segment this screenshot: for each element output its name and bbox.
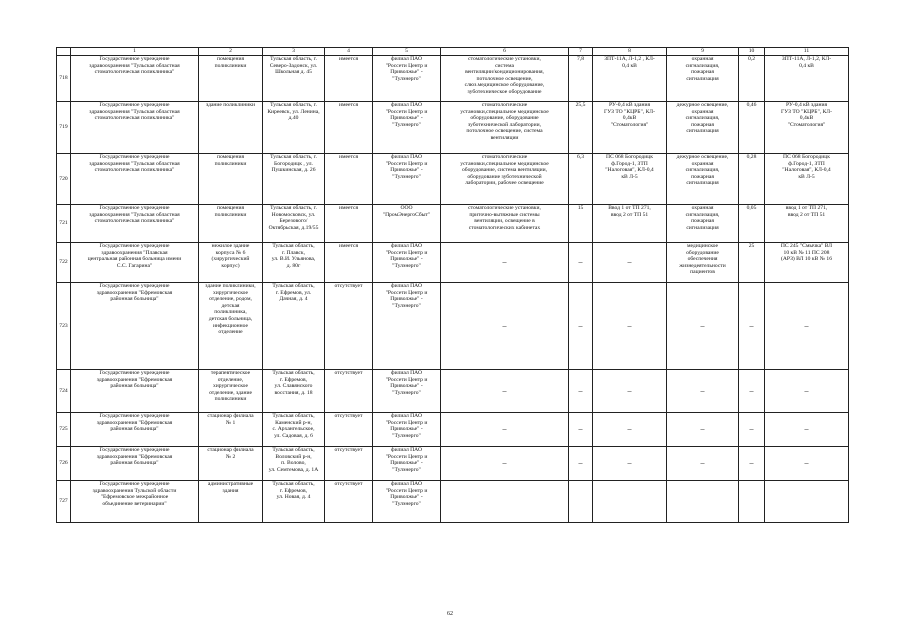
table-cell-col-8: ПС 068 Богородицк ф.Город-1, ЗТП "Налоговая", КЛ-0,4 кВ Л-5 [593, 154, 667, 205]
table-cell-col-2: стационар филиала № 1 [199, 413, 263, 447]
table-cell-col-10: – [739, 447, 765, 481]
table-cell-col-5: филиал ПАО "Россети Центр и Приволжье" - "Тулэнерго" [373, 102, 441, 154]
table-cell-col-6: стоматологические установки, система вентиляции/кондиционирования, потолочное освещение, слюз.медицинское оборудование, зуботехническое оборудование [441, 56, 569, 102]
table-row [57, 447, 849, 481]
table-cell-col-3: Тульская область, г. Ефремов, ул. Славянского восстания, д. 18 [263, 370, 325, 413]
table-cell-col-7: 7,8 [569, 56, 593, 102]
facilities-table [56, 47, 849, 523]
table-row [57, 102, 849, 154]
row-number: 724 [57, 370, 71, 413]
row-number: 722 [57, 243, 71, 283]
header-cell: 6 [441, 48, 569, 56]
header-cell: 11 [765, 48, 849, 56]
table-cell-col-8: – [593, 370, 667, 413]
table-body [57, 48, 849, 523]
table-cell-col-4: отсутствует [325, 481, 373, 523]
table-cell-col-11: ПС 068 Богородицк ф.Город-1, ЗТП "Налоговая", КЛ-0,4 кВ Л-5 [765, 154, 849, 205]
table-cell-col-1: Государственное учреждение здравоохранения "Тульская областная стоматологическая поликлиника" [71, 205, 199, 243]
table-cell-col-5: филиал ПАО "Россети Центр и Приволжье" - "Тулэнерго" [373, 243, 441, 283]
table-cell-col-6: стоматологические установки,специальное медицинское оборудование, оборудование зуботехнической лаборатории, потолочное освещение, система вентиляции [441, 102, 569, 154]
table-cell-col-6: – [441, 243, 569, 283]
table-cell-col-5: ООО "ПромЭнергоСбыт" [373, 205, 441, 243]
table-cell-col-7: – [569, 243, 593, 283]
table-cell-col-11: ввод 1 от ТП 271, ввод 2 от ТП 51 [765, 205, 849, 243]
table-cell-col-9 [667, 481, 739, 523]
page-number: 62 [447, 611, 453, 617]
table-row [57, 56, 849, 102]
table-cell-col-11 [765, 481, 849, 523]
table-cell-col-1: Государственное учреждение здравоохранения "Ефремовская районная больница" [71, 283, 199, 370]
table-cell-col-4: отсутствует [325, 283, 373, 370]
column-number-row [57, 48, 849, 56]
table-cell-col-3: Тульская область, Каменский р-н, с. Архангельское, ул. Садовая, д. 6 [263, 413, 325, 447]
table-cell-col-7: 15 [569, 205, 593, 243]
row-number: 727 [57, 481, 71, 523]
table-cell-col-7: 25,5 [569, 102, 593, 154]
header-cell: 2 [199, 48, 263, 56]
table-cell-col-10 [739, 481, 765, 523]
table-cell-col-2: терапевтическое отделение, хирургическое отделение, здание поликлиники [199, 370, 263, 413]
table-cell-col-3: Тульская область, Воловский р-н, п. Волово, ул. Семтемова, д. 1А [263, 447, 325, 481]
table-cell-col-4: имеется [325, 243, 373, 283]
table-row [57, 283, 849, 370]
table-cell-col-2: административные здания [199, 481, 263, 523]
table-cell-col-6: – [441, 413, 569, 447]
table-cell-col-10: – [739, 283, 765, 370]
table-cell-col-4: имеется [325, 56, 373, 102]
table-row [57, 370, 849, 413]
table-cell-col-2: здание поликлиники, хирургическое отделение, родом, детская поликлиника, детская больница, инфекционное отделение [199, 283, 263, 370]
table-row [57, 481, 849, 523]
table-cell-col-6 [441, 481, 569, 523]
table-cell-col-5: филиал ПАО "Россети Центр и Приволжье" - "Тулэнерго" [373, 447, 441, 481]
table-cell-col-9: охранная сигнализация, пожарная сигнализация [667, 56, 739, 102]
table-cell-col-9: дежурное освещение, охранная сигнализация, пожарная сигнализация [667, 154, 739, 205]
table-cell-col-3: Тульская область, г. Ефремов, ул. Новая, д. 4 [263, 481, 325, 523]
table-cell-col-3: Тульская область, г. Новомосковск, ул. Березового/ Октябрьская, д.19/55 [263, 205, 325, 243]
table-cell-col-10: 0,2 [739, 56, 765, 102]
table-cell-col-10: 25 [739, 243, 765, 283]
table-cell-col-2: помещения поликлиники [199, 56, 263, 102]
header-cell-blank [57, 48, 71, 56]
table-cell-col-2: здание поликлиники [199, 102, 263, 154]
table-cell-col-5: филиал ПАО "Россети Центр и Приволжье" - "Тулэнерго" [373, 413, 441, 447]
table-cell-col-11: – [765, 370, 849, 413]
table-cell-col-8: – [593, 447, 667, 481]
table-cell-col-10: – [739, 370, 765, 413]
table-cell-col-1: Государственное учреждение здравоохранения "Ефремовская районная больница" [71, 413, 199, 447]
table-cell-col-9: охранная сигнализация, пожарная сигнализация [667, 205, 739, 243]
header-cell: 9 [667, 48, 739, 56]
table-cell-col-1: Государственное учреждение здравоохранения "Плавская центральная районная больница имени С.С. Гагарина" [71, 243, 199, 283]
table-cell-col-3: Тульская область, г. Северо-Задонск, ул. Школьная д. 45 [263, 56, 325, 102]
row-number: 718 [57, 56, 71, 102]
table-row [57, 154, 849, 205]
table-cell-col-9: – [667, 413, 739, 447]
table-cell-col-2: стационар филиала № 2 [199, 447, 263, 481]
table-cell-col-6: – [441, 370, 569, 413]
table-cell-col-8: Ввод 1 от ТП 271, ввод 2 от ТП 51 [593, 205, 667, 243]
row-number: 720 [57, 154, 71, 205]
table-cell-col-5: филиал ПАО "Россети Центр и Приволжье" - "Тулэнерго" [373, 370, 441, 413]
header-cell: 5 [373, 48, 441, 56]
table-cell-col-1: Государственное учреждение здравоохранения Тульской области "Ефремовское межрайонное объединение ветеринарии" [71, 481, 199, 523]
table-cell-col-3: Тульская область, г. Киреевск, ул. Ленина, д.40 [263, 102, 325, 154]
row-number: 719 [57, 102, 71, 154]
row-number: 725 [57, 413, 71, 447]
table-cell-col-4: имеется [325, 102, 373, 154]
table-cell-col-11: – [765, 283, 849, 370]
table-cell-col-6: – [441, 447, 569, 481]
table-cell-col-3: Тульская область, г. Богородицк , ул. Пушкинская, д. 26 [263, 154, 325, 205]
table-cell-col-4: отсутствует [325, 370, 373, 413]
header-cell: 1 [71, 48, 199, 56]
table-cell-col-9: – [667, 283, 739, 370]
table-cell-col-5: филиал ПАО "Россети Центр и Приволжье" - "Тулэнерго" [373, 283, 441, 370]
table-cell-col-1: Государственное учреждение здравоохранения "Ефремовская районная больница" [71, 370, 199, 413]
table-cell-col-10: 0,46 [739, 102, 765, 154]
header-cell: 7 [569, 48, 593, 56]
table-cell-col-2: нежилое здание корпуса № 6 (хирургический корпус) [199, 243, 263, 283]
table-row [57, 243, 849, 283]
table-cell-col-10: – [739, 413, 765, 447]
table-cell-col-9: медицинское оборудование обеспечения жизнедеятельности пациентов [667, 243, 739, 283]
table-cell-col-11: ЗПТ-11А, Л-1,2, КЛ- 0,4 кВ [765, 56, 849, 102]
table-cell-col-4: отсутствует [325, 447, 373, 481]
header-cell: 10 [739, 48, 765, 56]
table-cell-col-7: – [569, 370, 593, 413]
header-cell: 8 [593, 48, 667, 56]
table-cell-col-8 [593, 481, 667, 523]
table-cell-col-6: стоматологические установки,специальное медицинское оборудование, система вентиляции, оборудование зуботехнической лаборатории, рабочее освещение [441, 154, 569, 205]
table-cell-col-2: помещения поликлиники [199, 154, 263, 205]
table-cell-col-11: – [765, 447, 849, 481]
table-cell-col-11: – [765, 413, 849, 447]
table-cell-col-1: Государственное учреждение здравоохранения "Тульская областная стоматологическая поликлиника" [71, 154, 199, 205]
table-row [57, 205, 849, 243]
table-cell-col-11: РУ-0,4 кВ здания ГУЗ ТО "КЦРБ", КЛ- 0,4кВ "Стоматология" [765, 102, 849, 154]
row-number: 723 [57, 283, 71, 370]
row-number: 721 [57, 205, 71, 243]
table-cell-col-7: – [569, 447, 593, 481]
table-cell-col-9: – [667, 370, 739, 413]
header-cell: 4 [325, 48, 373, 56]
table-cell-col-2: помещения поликлиники [199, 205, 263, 243]
table-cell-col-9: дежурное освещение, охранная сигнализация, пожарная сигнализация [667, 102, 739, 154]
table-cell-col-8: РУ-0,4 кВ здания ГУЗ ТО "КЦРБ", КЛ- 0,4кВ "Стоматология" [593, 102, 667, 154]
table-cell-col-3: Тульская область, г. Плавск, ул. В.И. Ульянова, д. 80г [263, 243, 325, 283]
table-cell-col-6: – [441, 283, 569, 370]
table-cell-col-8: – [593, 413, 667, 447]
row-number: 726 [57, 447, 71, 481]
table-cell-col-8: – [593, 243, 667, 283]
table-cell-col-8: – [593, 283, 667, 370]
table-cell-col-5: филиал ПАО "Россети Центр и Приволжье" - "Тулэнерго" [373, 154, 441, 205]
table-cell-col-5: филиал ПАО "Россети Центр и Приволжье" - "Тулэнерго" [373, 56, 441, 102]
table-cell-col-3: Тульская область, г. Ефремов, ул. Дачная, д. 4 [263, 283, 325, 370]
table-cell-col-7: – [569, 413, 593, 447]
table-cell-col-4: имеется [325, 154, 373, 205]
table-cell-col-4: имеется [325, 205, 373, 243]
header-cell: 3 [263, 48, 325, 56]
table-cell-col-6: стоматологические установки, приточно-вытяжные системы вентиляции, освещение в стоматологических кабинетах [441, 205, 569, 243]
table-cell-col-7: 6,3 [569, 154, 593, 205]
table-cell-col-4: отсутствует [325, 413, 373, 447]
table-cell-col-9: – [667, 447, 739, 481]
table-cell-col-1: Государственное учреждение здравоохранения "Тульская областная стоматологическая поликлиника" [71, 56, 199, 102]
table-cell-col-1: Государственное учреждение здравоохранения "Ефремовская районная больница" [71, 447, 199, 481]
table-cell-col-7 [569, 481, 593, 523]
table-cell-col-5: филиал ПАО "Россети Центр и Приволжье" - "Тулэнерго" [373, 481, 441, 523]
table-cell-col-10: 0,05 [739, 205, 765, 243]
table-cell-col-8: ЗПТ-11А, Л-1,2 , КЛ- 0,4 кВ [593, 56, 667, 102]
table-cell-col-11: ПС 245 "Смычка" ВЛ 10 кВ № 11 ПС 208 (АРЗ) ВЛ 10 кВ № 16 [765, 243, 849, 283]
table-row [57, 413, 849, 447]
table-cell-col-10: 0,28 [739, 154, 765, 205]
table-cell-col-7: – [569, 283, 593, 370]
table-cell-col-1: Государственное учреждение здравоохранения "Тульская областная стоматологическая поликлиника" [71, 102, 199, 154]
